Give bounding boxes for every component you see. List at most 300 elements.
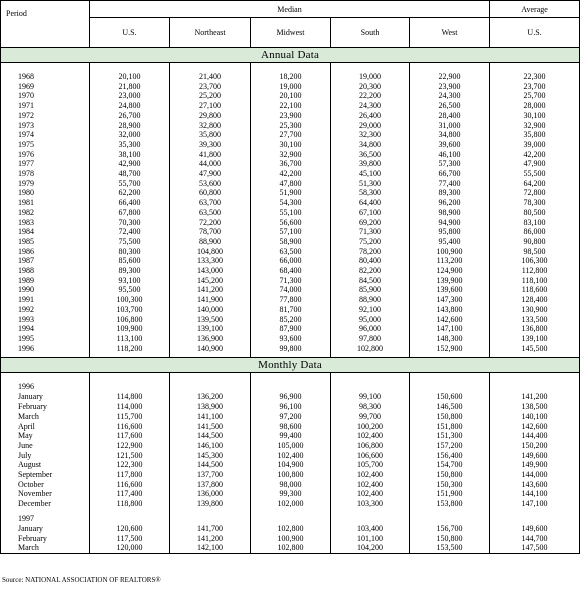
period-cell: May [1,431,90,441]
period-cell: 1972 [1,111,90,121]
table-row [1,91,580,101]
us-median-cell: 117,600 [90,431,170,441]
table-row [1,198,580,208]
west-cell: 96,200 [410,198,490,208]
midwest-cell: 30,100 [251,140,331,150]
northeast-cell: 141,500 [170,422,251,432]
period-cell: October [1,480,90,490]
table-row [1,101,580,111]
west-cell: 66,700 [410,169,490,179]
south-cell: 71,300 [331,227,410,237]
year-heading-row [1,514,580,524]
midwest-cell: 99,300 [251,489,331,499]
us-median-cell: 80,300 [90,247,170,257]
northeast-cell: 35,800 [170,130,251,140]
section-monthly [1,358,580,373]
midwest-cell: 66,000 [251,256,331,266]
us-median-cell: 120,000 [90,543,170,553]
table-row [1,247,580,257]
period-cell: 1978 [1,169,90,179]
us-average-cell: 39,000 [490,140,580,150]
source-note: Source: NATIONAL ASSOCIATION OF REALTORS® [2,576,161,584]
us-median-cell: 116,600 [90,422,170,432]
table-row [1,334,580,344]
northeast-cell: 143,000 [170,266,251,276]
us-median-cell: 23,000 [90,91,170,101]
period-cell: 1983 [1,218,90,228]
northeast-cell: 145,200 [170,276,251,286]
us-median-cell: 106,800 [90,315,170,325]
northeast-cell: 144,500 [170,460,251,470]
us-average-cell: 130,900 [490,305,580,315]
gap-cell [1,373,90,383]
midwest-cell: 23,900 [251,111,331,121]
west-cell: 95,400 [410,237,490,247]
table-row [1,441,580,451]
gap-cell [251,514,331,524]
period-cell: 1974 [1,130,90,140]
midwest-cell: 32,900 [251,150,331,160]
us-median-cell: 121,500 [90,451,170,461]
us-average-cell: 118,600 [490,285,580,295]
south-cell: 106,800 [331,441,410,451]
table-row [1,130,580,140]
northeast-cell: 141,900 [170,295,251,305]
us-median-cell: 21,800 [90,82,170,92]
northeast-cell: 145,300 [170,451,251,461]
col-header-midwest: Midwest [251,18,331,48]
us-average-cell: 133,500 [490,315,580,325]
south-cell: 32,300 [331,130,410,140]
west-cell: 95,800 [410,227,490,237]
midwest-cell: 102,800 [251,543,331,553]
south-cell: 26,400 [331,111,410,121]
midwest-cell: 25,300 [251,121,331,131]
period-cell: September [1,470,90,480]
period-cell: 1981 [1,198,90,208]
south-cell: 29,000 [331,121,410,131]
period-cell: 1969 [1,82,90,92]
northeast-cell: 78,700 [170,227,251,237]
period-cell: 1988 [1,266,90,276]
table-row [1,169,580,179]
us-median-cell: 42,900 [90,159,170,169]
northeast-cell: 63,700 [170,198,251,208]
table-row [1,470,580,480]
northeast-cell: 27,100 [170,101,251,111]
us-median-cell: 35,300 [90,140,170,150]
northeast-cell: 140,000 [170,305,251,315]
west-cell: 24,300 [410,91,490,101]
table-row [1,402,580,412]
south-cell: 45,100 [331,169,410,179]
gap-cell [90,373,170,383]
table-row [1,460,580,470]
table-row [1,324,580,334]
midwest-cell: 104,900 [251,460,331,470]
south-cell: 82,200 [331,266,410,276]
gap-cell [490,63,580,73]
midwest-cell: 96,900 [251,392,331,402]
west-cell: 39,600 [410,140,490,150]
south-cell: 67,100 [331,208,410,218]
northeast-cell: 144,500 [170,431,251,441]
south-cell: 102,800 [331,344,410,354]
us-average-cell: 118,100 [490,276,580,286]
us-average-cell: 64,200 [490,179,580,189]
midwest-cell: 68,400 [251,266,331,276]
midwest-cell: 100,900 [251,534,331,544]
south-cell: 36,500 [331,150,410,160]
west-cell: 146,500 [410,402,490,412]
midwest-cell: 57,100 [251,227,331,237]
northeast-cell: 88,900 [170,237,251,247]
south-cell: 58,300 [331,188,410,198]
west-cell: 152,900 [410,344,490,354]
gap-cell [331,514,410,524]
south-cell: 102,400 [331,470,410,480]
us-median-cell: 116,600 [90,480,170,490]
midwest-cell: 20,100 [251,91,331,101]
section-title-annual: Annual Data [1,48,580,63]
period-cell: 1993 [1,315,90,325]
us-average-cell: 144,700 [490,534,580,544]
northeast-cell: 44,000 [170,159,251,169]
us-median-cell: 28,900 [90,121,170,131]
gap-cell [331,373,410,383]
west-cell: 100,900 [410,247,490,257]
midwest-cell: 85,200 [251,315,331,325]
us-average-cell: 32,900 [490,121,580,131]
northeast-cell: 133,300 [170,256,251,266]
west-cell: 151,900 [410,489,490,499]
gap-cell [90,514,170,524]
us-average-cell: 83,100 [490,218,580,228]
northeast-cell: 21,400 [170,72,251,82]
col-header-south: South [331,18,410,48]
us-average-cell: 149,600 [490,451,580,461]
midwest-cell: 47,800 [251,179,331,189]
west-cell: 156,700 [410,524,490,534]
northeast-cell: 137,700 [170,470,251,480]
us-average-cell: 138,500 [490,402,580,412]
us-median-cell: 115,700 [90,412,170,422]
us-median-cell: 120,600 [90,524,170,534]
table-row [1,392,580,402]
us-median-cell: 122,900 [90,441,170,451]
midwest-cell: 42,200 [251,169,331,179]
us-median-cell: 48,700 [90,169,170,179]
west-cell: 139,900 [410,276,490,286]
us-average-cell: 147,100 [490,499,580,509]
west-cell: 156,400 [410,451,490,461]
us-average-cell: 106,300 [490,256,580,266]
table-row [1,159,580,169]
gap-cell [410,373,490,383]
us-median-cell: 72,400 [90,227,170,237]
us-average-cell: 90,800 [490,237,580,247]
annual-top-gap [1,63,580,73]
table-row [1,140,580,150]
west-cell: 98,900 [410,208,490,218]
table-row [1,412,580,422]
south-cell: 100,200 [331,422,410,432]
south-cell: 20,300 [331,82,410,92]
gap-cell [331,382,410,392]
south-cell: 102,400 [331,480,410,490]
monthly-top-gap [1,373,580,383]
table-row [1,489,580,499]
northeast-cell: 142,100 [170,543,251,553]
midwest-cell: 63,500 [251,247,331,257]
south-cell: 75,200 [331,237,410,247]
west-cell: 34,800 [410,130,490,140]
period-cell: 1996 [1,344,90,354]
us-average-cell: 143,600 [490,480,580,490]
northeast-cell: 47,900 [170,169,251,179]
period-cell: April [1,422,90,432]
northeast-cell: 139,100 [170,324,251,334]
period-cell: February [1,534,90,544]
midwest-cell: 99,800 [251,344,331,354]
period-cell: 1991 [1,295,90,305]
south-cell: 95,000 [331,315,410,325]
gap-cell [490,382,580,392]
period-header: Period [1,1,90,48]
us-average-cell: 141,200 [490,392,580,402]
south-cell: 19,000 [331,72,410,82]
us-average-cell: 150,200 [490,441,580,451]
table-row [1,208,580,218]
northeast-cell: 39,300 [170,140,251,150]
period-cell: January [1,524,90,534]
midwest-cell: 98,000 [251,480,331,490]
west-cell: 142,600 [410,315,490,325]
west-cell: 31,000 [410,121,490,131]
northeast-cell: 29,800 [170,111,251,121]
period-cell: February [1,402,90,412]
us-median-cell: 24,800 [90,101,170,111]
west-cell: 124,900 [410,266,490,276]
south-cell: 106,600 [331,451,410,461]
period-cell: 1970 [1,91,90,101]
west-cell: 139,600 [410,285,490,295]
midwest-cell: 27,700 [251,130,331,140]
gap-cell [90,63,170,73]
table-row [1,285,580,295]
south-cell: 101,100 [331,534,410,544]
us-average-cell: 149,600 [490,524,580,534]
northeast-cell: 139,500 [170,315,251,325]
west-cell: 28,400 [410,111,490,121]
us-average-cell: 28,000 [490,101,580,111]
us-median-cell: 100,300 [90,295,170,305]
gap-cell [410,382,490,392]
gap-cell [170,514,251,524]
west-cell: 147,300 [410,295,490,305]
northeast-cell: 104,800 [170,247,251,257]
midwest-cell: 99,400 [251,431,331,441]
header-row-top [1,1,580,18]
us-average-cell: 147,500 [490,543,580,553]
us-median-cell: 70,300 [90,218,170,228]
south-cell: 98,300 [331,402,410,412]
table-body [1,1,580,554]
us-median-cell: 95,500 [90,285,170,295]
table-row [1,256,580,266]
midwest-cell: 55,100 [251,208,331,218]
south-cell: 34,800 [331,140,410,150]
west-cell: 23,900 [410,82,490,92]
us-median-cell: 117,500 [90,534,170,544]
table-row [1,82,580,92]
west-cell: 150,600 [410,392,490,402]
midwest-cell: 81,700 [251,305,331,315]
west-cell: 151,800 [410,422,490,432]
us-median-cell: 62,200 [90,188,170,198]
us-average-cell: 80,500 [490,208,580,218]
table-row [1,111,580,121]
us-median-cell: 117,800 [90,470,170,480]
us-average-cell: 47,900 [490,159,580,169]
us-average-cell: 128,400 [490,295,580,305]
us-average-cell: 140,100 [490,412,580,422]
table-row [1,188,580,198]
period-cell: March [1,543,90,553]
midwest-cell: 19,000 [251,82,331,92]
year-heading: 1996 [1,382,90,392]
us-average-cell: 22,300 [490,72,580,82]
period-cell: 1989 [1,276,90,286]
west-cell: 153,800 [410,499,490,509]
midwest-cell: 102,000 [251,499,331,509]
table-row [1,276,580,286]
us-average-cell: 149,900 [490,460,580,470]
midwest-cell: 58,900 [251,237,331,247]
us-average-cell: 23,700 [490,82,580,92]
us-average-cell: 136,800 [490,324,580,334]
south-cell: 96,000 [331,324,410,334]
table-row [1,72,580,82]
us-median-cell: 122,300 [90,460,170,470]
south-cell: 39,800 [331,159,410,169]
south-cell: 105,700 [331,460,410,470]
south-cell: 24,300 [331,101,410,111]
col-header-west: West [410,18,490,48]
northeast-cell: 136,900 [170,334,251,344]
year-heading: 1997 [1,514,90,524]
table-row [1,179,580,189]
col-header-northeast: Northeast [170,18,251,48]
south-cell: 80,400 [331,256,410,266]
south-cell: 99,100 [331,392,410,402]
col-header-average-us: U.S. [490,18,580,48]
table-row [1,543,580,553]
west-cell: 143,800 [410,305,490,315]
us-average-cell: 139,100 [490,334,580,344]
south-cell: 64,400 [331,198,410,208]
south-cell: 102,400 [331,489,410,499]
northeast-cell: 60,800 [170,188,251,198]
us-median-cell: 32,000 [90,130,170,140]
table-row [1,534,580,544]
south-cell: 97,800 [331,334,410,344]
table-row [1,451,580,461]
table-row [1,431,580,441]
gap-cell [490,514,580,524]
northeast-cell: 41,800 [170,150,251,160]
south-cell: 103,300 [331,499,410,509]
period-cell: 1976 [1,150,90,160]
us-average-cell: 144,000 [490,470,580,480]
gap-cell [170,63,251,73]
midwest-cell: 87,900 [251,324,331,334]
gap-cell [410,514,490,524]
us-average-cell: 42,200 [490,150,580,160]
year-heading-row [1,382,580,392]
west-cell: 94,900 [410,218,490,228]
northeast-cell: 141,700 [170,524,251,534]
period-cell: December [1,499,90,509]
period-cell: 1995 [1,334,90,344]
gap-cell [90,382,170,392]
west-cell: 150,800 [410,534,490,544]
west-cell: 89,300 [410,188,490,198]
us-median-cell: 26,700 [90,111,170,121]
midwest-cell: 51,900 [251,188,331,198]
south-cell: 92,100 [331,305,410,315]
us-median-cell: 38,100 [90,150,170,160]
us-median-cell: 67,800 [90,208,170,218]
west-cell: 151,300 [410,431,490,441]
south-cell: 88,900 [331,295,410,305]
table-row [1,218,580,228]
midwest-cell: 100,800 [251,470,331,480]
col-header-us: U.S. [90,18,170,48]
us-average-cell: 142,600 [490,422,580,432]
table-row [1,344,580,354]
west-cell: 150,300 [410,480,490,490]
northeast-cell: 53,600 [170,179,251,189]
west-cell: 148,300 [410,334,490,344]
northeast-cell: 23,700 [170,82,251,92]
us-median-cell: 118,800 [90,499,170,509]
midwest-cell: 98,600 [251,422,331,432]
midwest-cell: 36,700 [251,159,331,169]
gap-cell [331,63,410,73]
table-row [1,121,580,131]
table-row [1,499,580,509]
midwest-cell: 93,600 [251,334,331,344]
us-median-cell: 66,400 [90,198,170,208]
table-row [1,422,580,432]
midwest-cell: 71,300 [251,276,331,286]
south-cell: 69,200 [331,218,410,228]
us-median-cell: 89,300 [90,266,170,276]
west-cell: 22,900 [410,72,490,82]
us-median-cell: 103,700 [90,305,170,315]
gap-cell [251,373,331,383]
us-average-cell: 72,800 [490,188,580,198]
south-cell: 84,500 [331,276,410,286]
period-cell: January [1,392,90,402]
us-average-cell: 112,800 [490,266,580,276]
west-cell: 157,200 [410,441,490,451]
gap-cell [410,63,490,73]
northeast-cell: 139,800 [170,499,251,509]
south-cell: 22,200 [331,91,410,101]
midwest-cell: 74,000 [251,285,331,295]
